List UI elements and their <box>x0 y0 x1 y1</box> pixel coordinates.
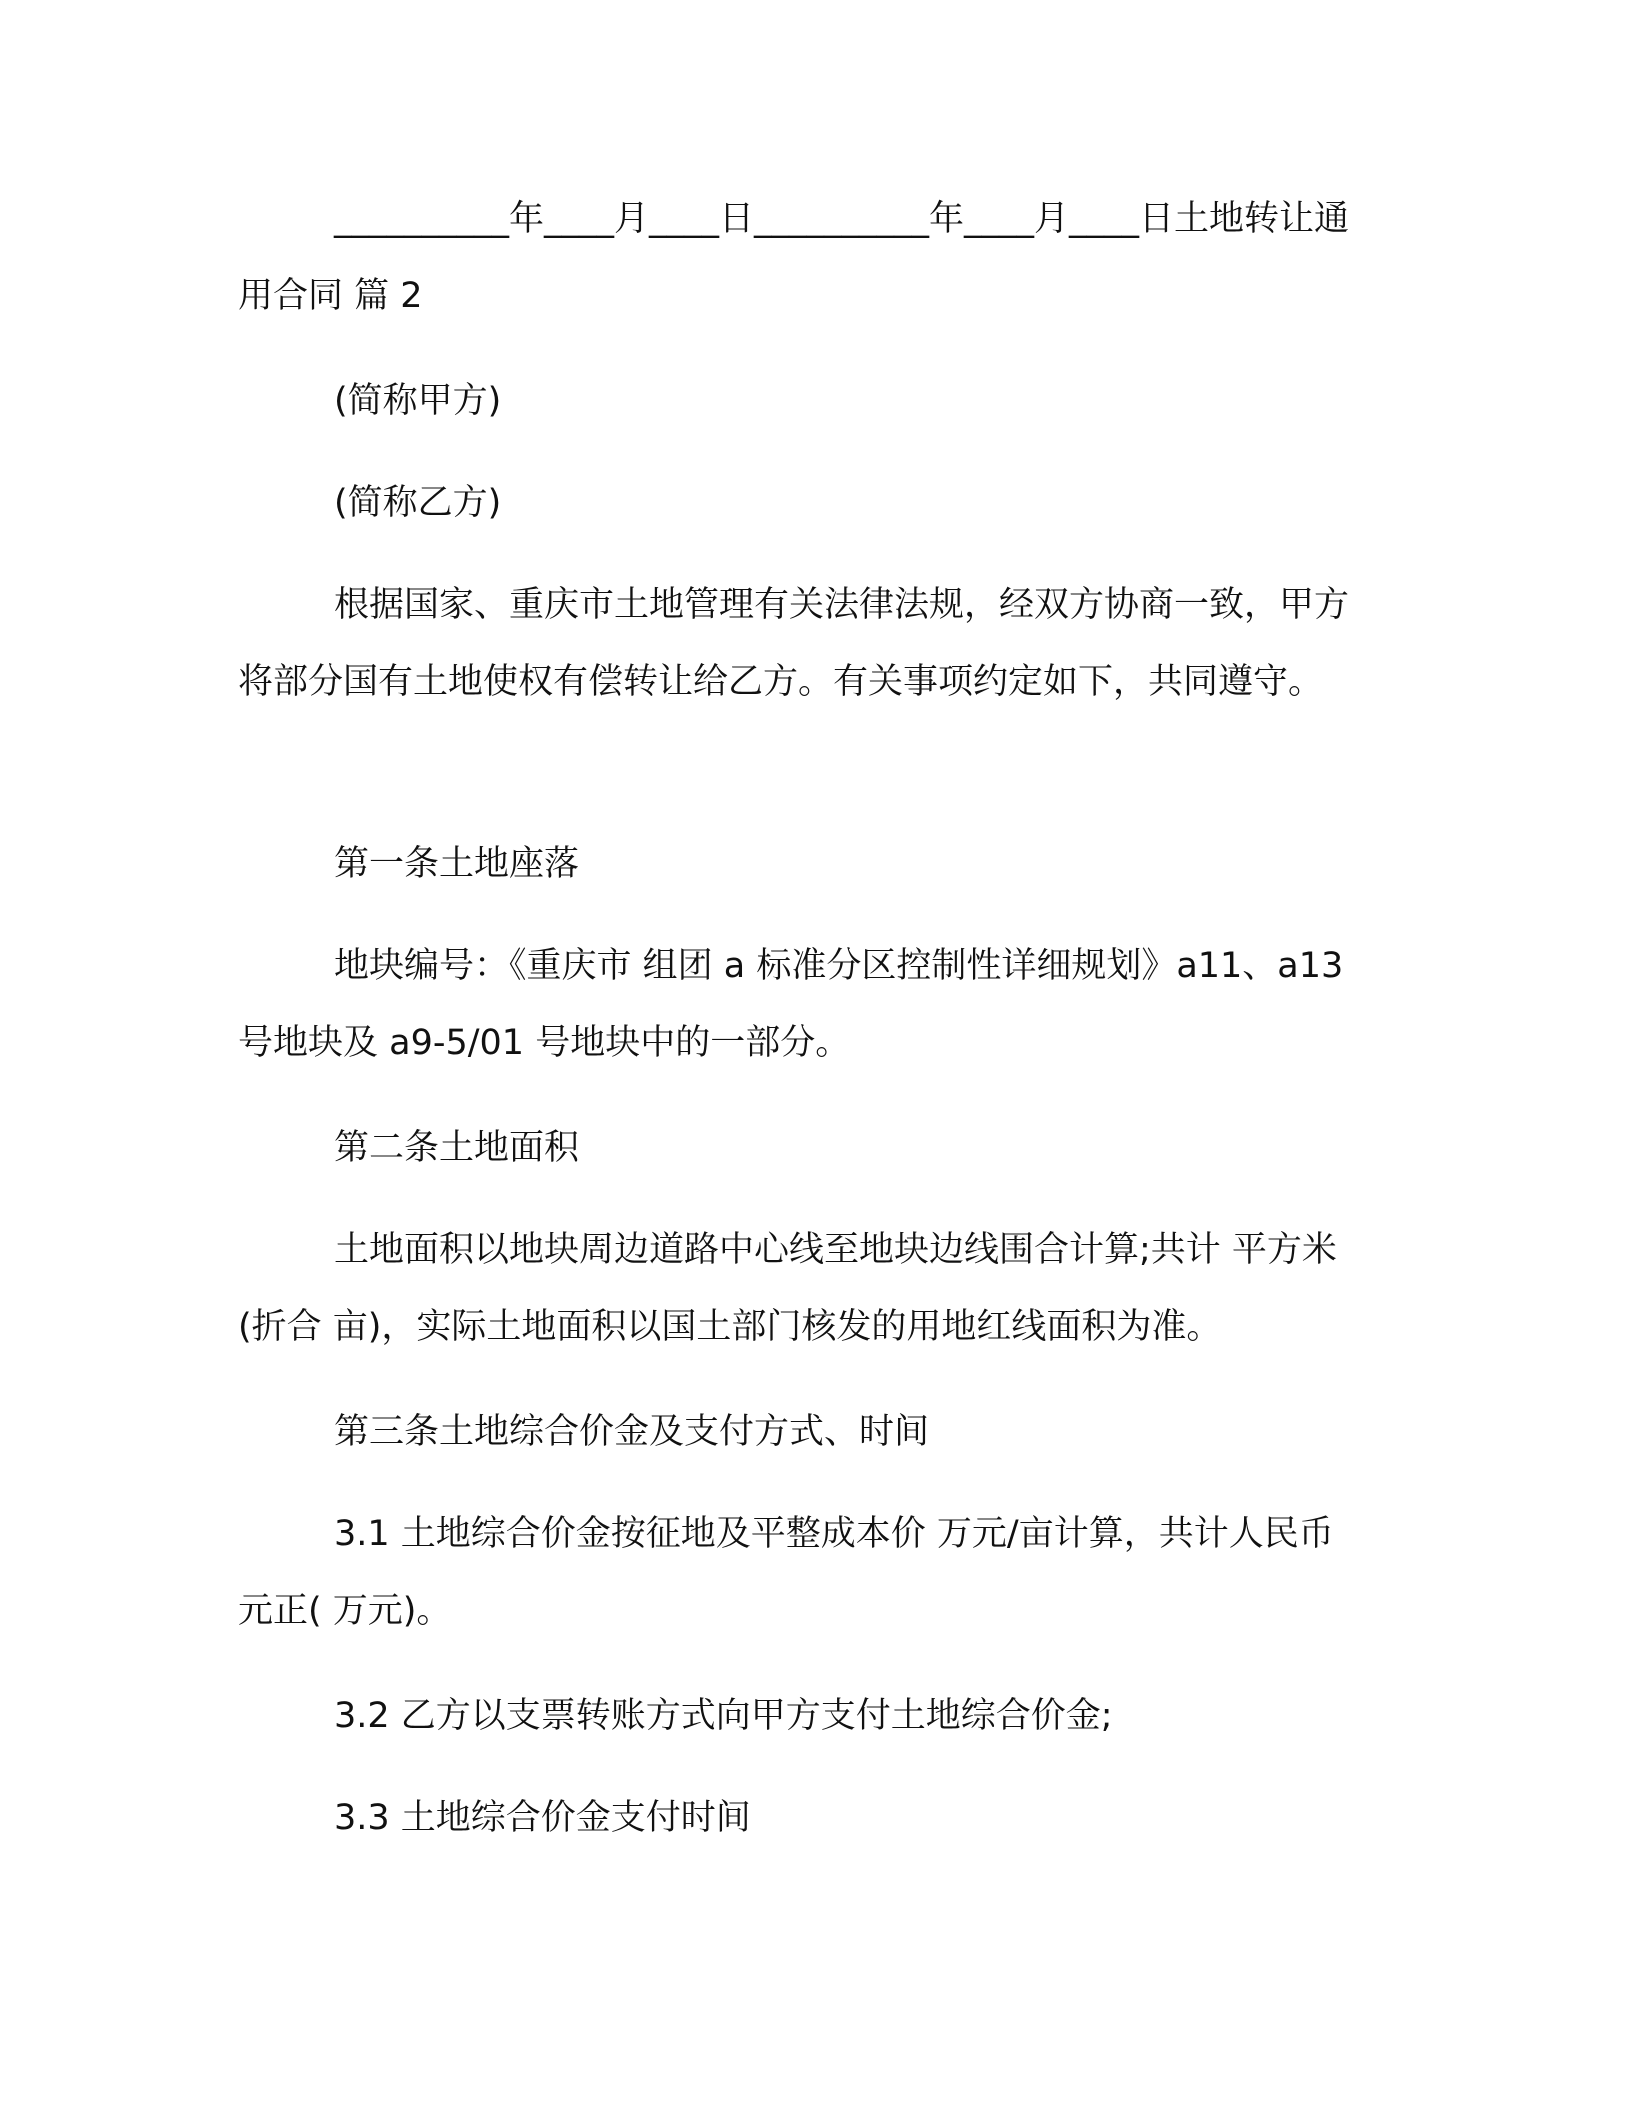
land-area-paragraph: 土地面积以地块周边道路中心线至地块边线围合计算;共计 平方米(折合 亩)，实际土地面积以国土部门核发的用地红线面积为准。 <box>238 1230 1337 1347</box>
clause-3-1: 3.1 土地综合价金按征地及平整成本价 万元/亩计算，共计人民币 元正( 万元)。 <box>238 1514 1334 1631</box>
clause-3-3: 3.3 土地综合价金支付时间 <box>334 1798 751 1838</box>
preamble-paragraph: 根据国家、重庆市土地管理有关法律法规，经双方协商一致，甲方将部分国有土地使权有偿转让给乙方。有关事项约定如下，共同遵守。 <box>238 585 1350 702</box>
clause-3-2: 3.2 乙方以支票转账方式向甲方支付土地综合价金; <box>334 1696 1113 1736</box>
article-2-heading: 第二条土地面积 <box>334 1128 580 1168</box>
party-b-label: (简称乙方) <box>334 483 502 523</box>
parcel-number-paragraph: 地块编号：《重庆市 组团 a 标准分区控制性详细规划》a11、a13 号地块及 a9-5/01 号地块中的一部分。 <box>238 946 1344 1063</box>
article-1-heading: 第一条土地座落 <box>334 844 580 884</box>
party-a-label: (简称甲方) <box>334 381 502 421</box>
article-3-heading: 第三条土地综合价金及支付方式、时间 <box>334 1412 930 1452</box>
header-date-line-and-title: __________年____月____日__________年____月____日土地转让通用合同 篇 2 <box>238 199 1350 316</box>
